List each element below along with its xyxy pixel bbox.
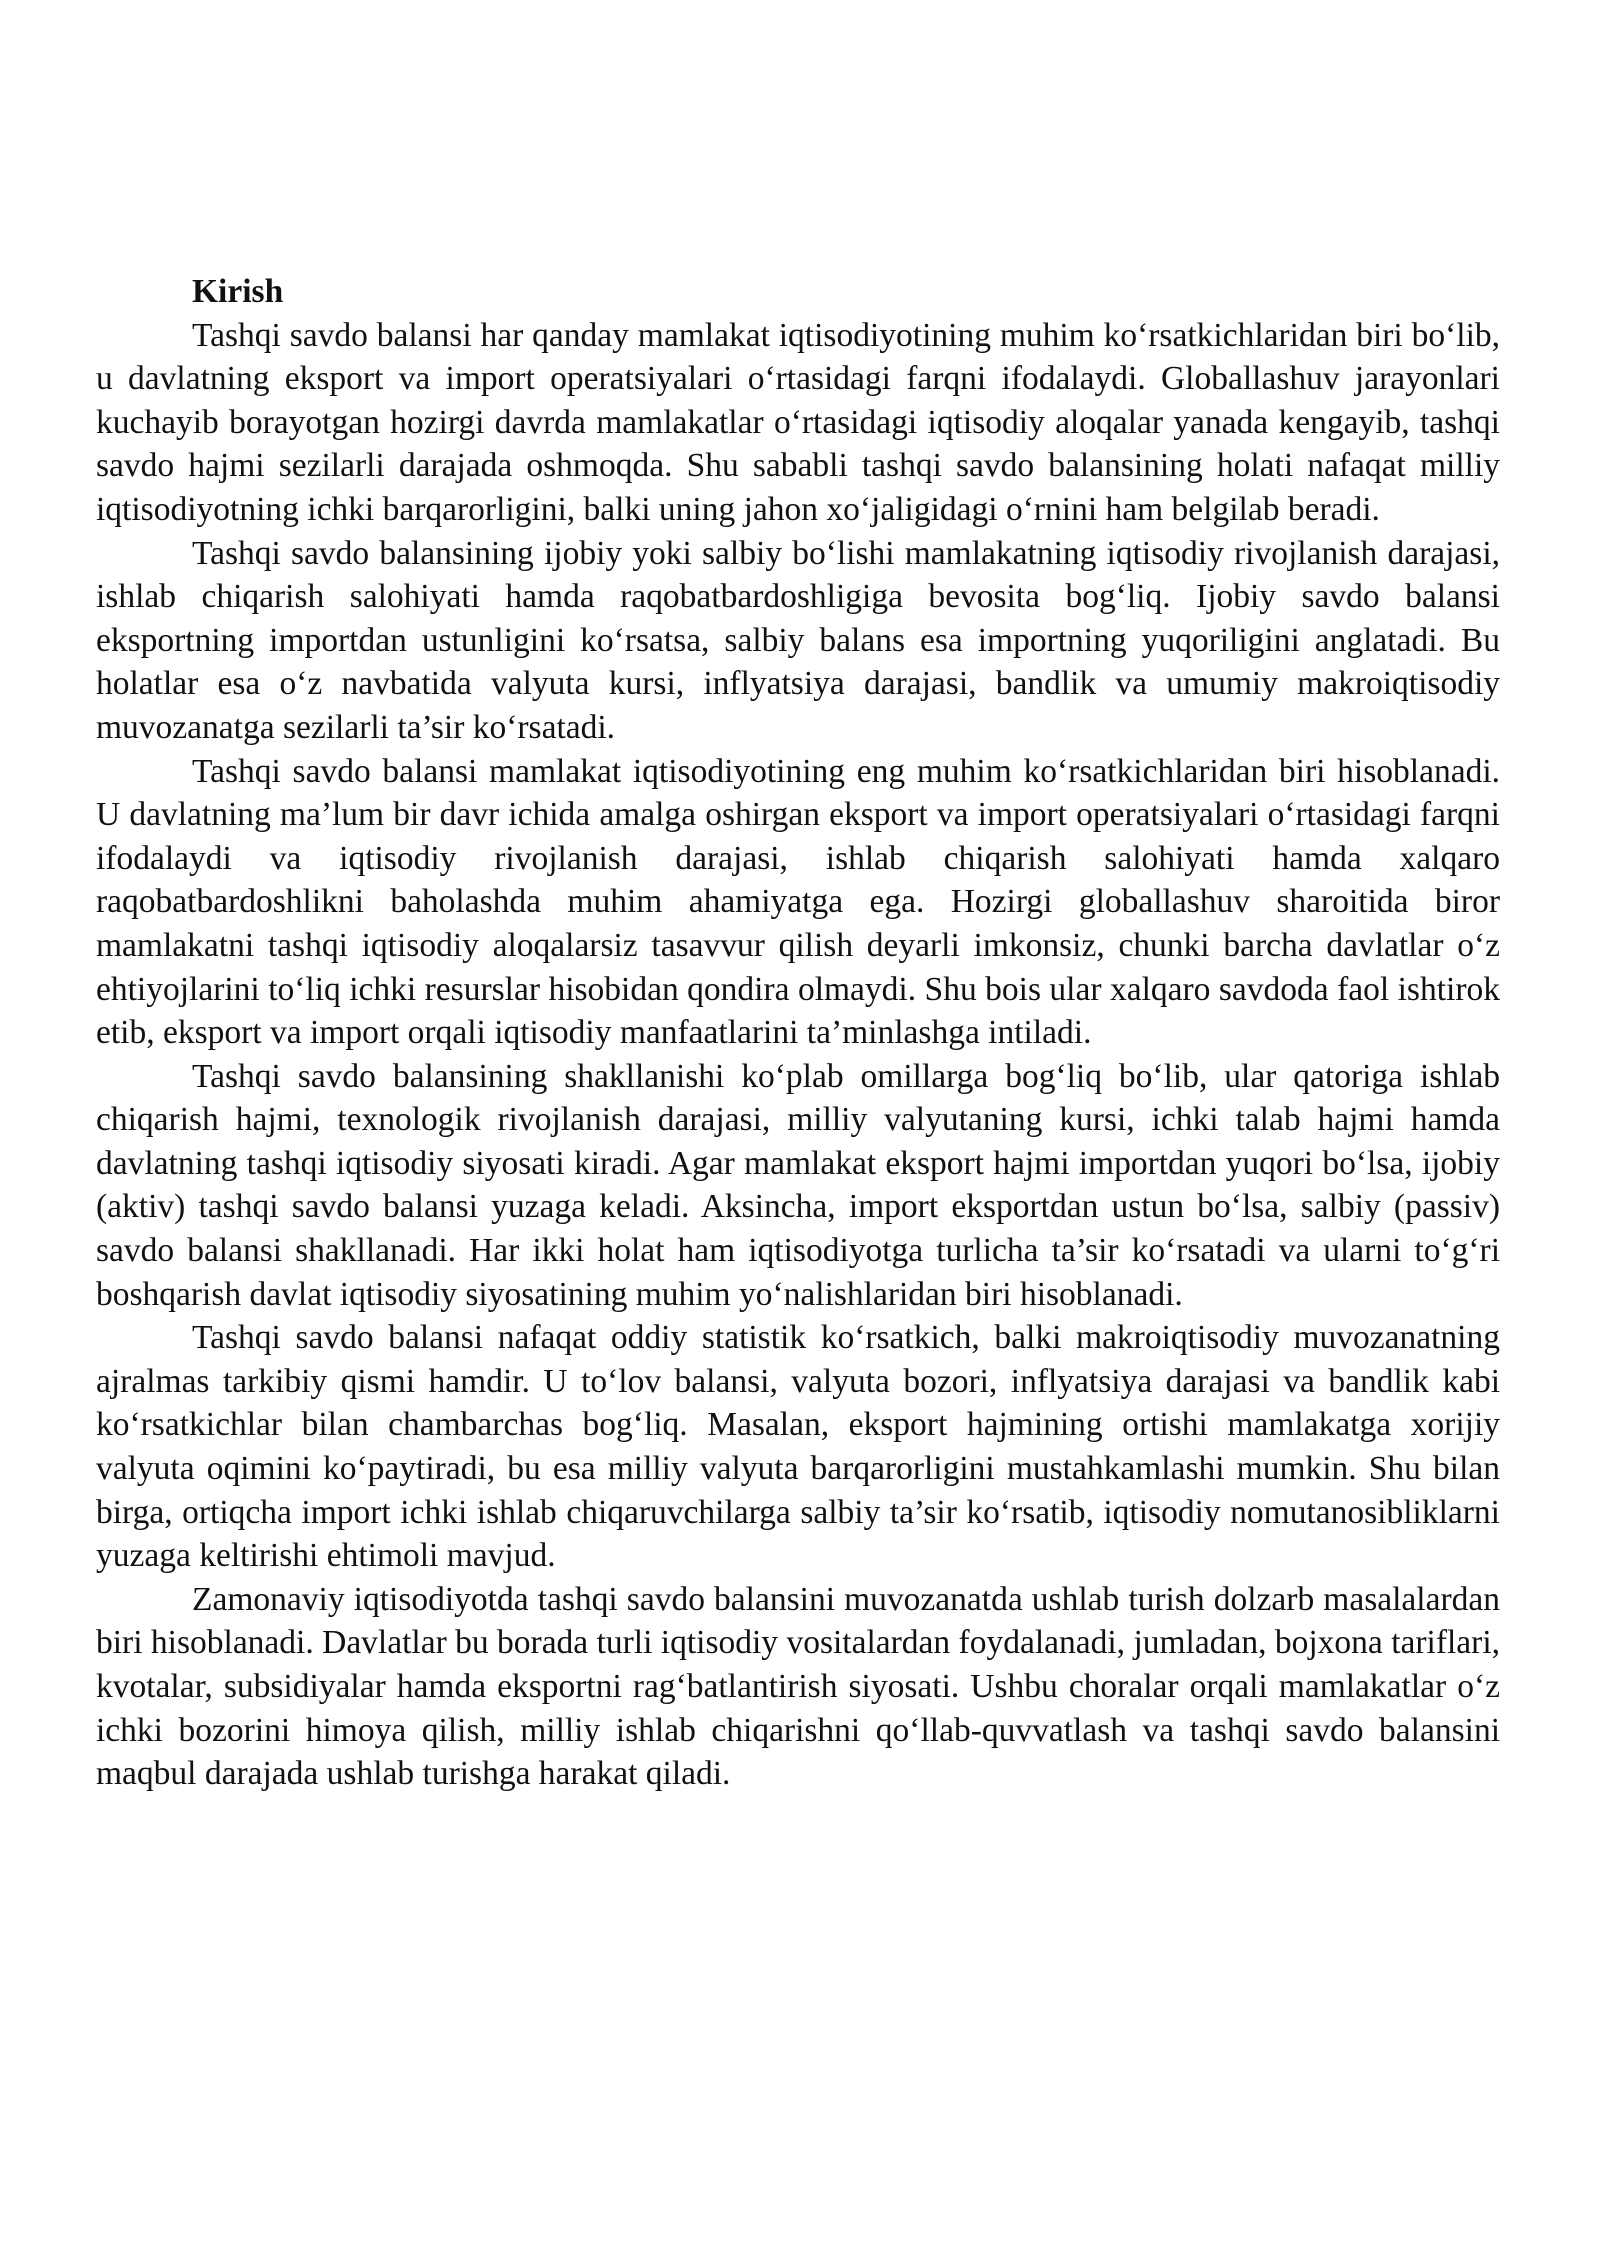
paragraph-4: Tashqi savdo balansining shakllanishi ko‘plab omillarga bog‘liq bo‘lib, ular qatoriga ishlab chiqarish hajmi, texnologik rivojlanish darajasi, milliy valyutaning kursi, ichki talab hajmi hamda davlatning tashqi iqtisodiy siyosati kiradi. Agar mamlakat eksport hajmi importdan yuqori bo‘lsa, ijobiy (aktiv) tashqi savdo balansi yuzaga keladi. Aksincha, import eksportdan ustun bo‘lsa, salbiy (passiv) savdo balansi shakllanadi. Har ikki holat ham iqtisodiyotga turlicha ta’sir ko‘rsatadi va ularni to‘g‘ri boshqarish davlat iqtisodiy siyosatining muhim yo‘nalishlaridan biri hisoblanadi. bbox=[96, 1057, 1500, 1313]
paragraph-6: Zamonaviy iqtisodiyotda tashqi savdo balansini muvozanatda ushlab turish dolzarb masalalardan biri hisoblanadi. Davlatlar bu borada turli iqtisodiy vositalardan foydalanadi, jumladan, bojxona tariflari, kvotalar, subsidiyalar hamda eksportni rag‘batlantirish siyosati. Ushbu choralar orqali mamlakatlar o‘z ichki bozorini himoya qilish, milliy ishlab chiqarishni qo‘llab-quvvatlash va tashqi savdo balansini maqbul darajada ushlab turishga harakat qiladi. bbox=[96, 1580, 1500, 1793]
paragraph-3: Tashqi savdo balansi mamlakat iqtisodiyotining eng muhim ko‘rsatkichlaridan biri hisoblanadi. U davlatning ma’lum bir davr ichida amalga oshirgan eksport va import operatsiyalari o‘rtasidagi farqni ifodalaydi va iqtisodiy rivojlanish darajasi, ishlab chiqarish salohiyati hamda xalqaro raqobatbardoshlikni baholashda muhim ahamiyatga ega. Hozirgi globallashuv sharoitida biror mamlakatni tashqi iqtisodiy aloqalarsiz tasavvur qilish deyarli imkonsiz, chunki barcha davlatlar o‘z ehtiyojlarini to‘liq ichki resurslar hisobidan qondira olmaydi. Shu bois ular xalqaro savdoda faol ishtirok etib, eksport va import orqali iqtisodiy manfaatlarini ta’minlashga intiladi. bbox=[96, 752, 1500, 1052]
section-heading: Kirish bbox=[192, 273, 284, 310]
paragraph-5: Tashqi savdo balansi nafaqat oddiy statistik ko‘rsatkich, balki makroiqtisodiy muvozanatning ajralmas tarkibiy qismi hamdir. U to‘lov balansi, valyuta bozori, inflyatsiya darajasi va bandlik kabi ko‘rsatkichlar bilan chambarchas bog‘liq. Masalan, eksport hajmining ortishi mamlakatga xorijiy valyuta oqimini ko‘paytiradi, bu esa milliy valyuta barqarorligini mustahkamlashi mumkin. Shu bilan birga, ortiqcha import ichki ishlab chiqaruvchilarga salbiy ta’sir ko‘rsatib, iqtisodiy nomutanosibliklarni yuzaga keltirishi ehtimoli mavjud. bbox=[96, 1319, 1500, 1575]
paragraph-1: Tashqi savdo balansi har qanday mamlakat iqtisodiyotining muhim ko‘rsatkichlaridan biri bo‘lib, u davlatning eksport va import operatsiyalari o‘rtasidagi farqni ifodalaydi. Globallashuv jarayonlari kuchayib borayotgan hozirgi davrda mamlakatlar o‘rtasidagi iqtisodiy aloqalar yanada kengayib, tashqi savdo hajmi sezilarli darajada oshmoqda. Shu sababli tashqi savdo balansining holati nafaqat milliy iqtisodiyotning ichki barqarorligini, balki uning jahon xo‘jaligidagi o‘rnini ham belgilab beradi. bbox=[96, 316, 1500, 528]
paragraph-2: Tashqi savdo balansining ijobiy yoki salbiy bo‘lishi mamlakatning iqtisodiy rivojlanish darajasi, ishlab chiqarish salohiyati hamda raqobatbardoshligiga bevosita bog‘liq. Ijobiy savdo balansi eksportning importdan ustunligini ko‘rsatsa, salbiy balans esa importning yuqoriligini anglatadi. Bu holatlar esa o‘z navbatida valyuta kursi, inflyatsiya darajasi, bandlik va umumiy makroiqtisodiy muvozanatga sezilarli ta’sir ko‘rsatadi. bbox=[96, 534, 1500, 746]
document-page bbox=[96, 270, 1500, 1796]
